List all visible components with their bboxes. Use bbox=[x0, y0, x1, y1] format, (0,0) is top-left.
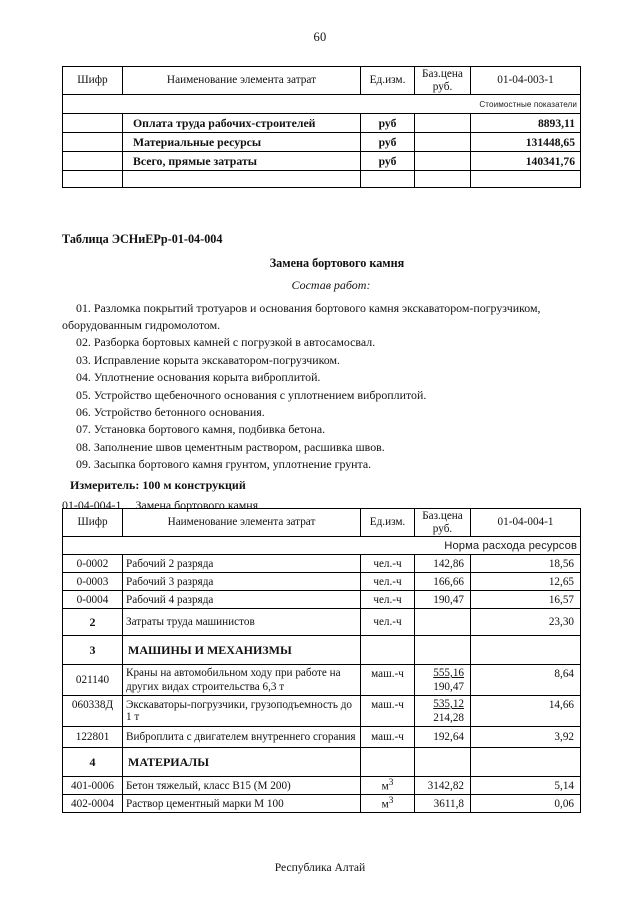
table-row bbox=[63, 591, 581, 609]
row-unit: чел.-ч bbox=[361, 609, 415, 636]
work-num: 09. bbox=[76, 457, 91, 472]
work-text: Исправление корыта экскаватором-погрузчиком. bbox=[93, 352, 341, 367]
header-code: 01-04-004-1 bbox=[471, 509, 581, 537]
header-shifr: Шифр bbox=[63, 67, 123, 95]
row-name: Рабочий 2 разряда bbox=[123, 555, 361, 573]
row-shifr: 0-0003 bbox=[63, 573, 123, 591]
row-base-main: 535,12 bbox=[433, 698, 464, 711]
row-value: 0,06 bbox=[471, 795, 581, 813]
row-value: 5,14 bbox=[471, 777, 581, 795]
row-value: 14,66 bbox=[471, 696, 581, 727]
header-base-price bbox=[415, 509, 471, 537]
table-row bbox=[63, 696, 581, 727]
izmeritel-label: Измеритель: 100 м конструкций bbox=[70, 478, 246, 493]
header-base-price-line1: Баз.цена bbox=[422, 68, 463, 80]
table-header-row bbox=[63, 67, 581, 95]
row-unit bbox=[361, 636, 415, 665]
row-base bbox=[415, 114, 471, 133]
norm-code: 01-04-004-1 bbox=[62, 498, 122, 513]
table-row bbox=[63, 573, 581, 591]
row-value: 140341,76 bbox=[471, 152, 581, 171]
row-value: 8893,11 bbox=[471, 114, 581, 133]
row-shifr: 021140 bbox=[63, 665, 123, 696]
work-num: 05. bbox=[76, 387, 91, 402]
row-value: 18,56 bbox=[471, 555, 581, 573]
band-label: Стоимостные показатели bbox=[63, 95, 581, 114]
list-item bbox=[62, 421, 582, 438]
row-base: 166,66 bbox=[415, 573, 471, 591]
table-row bbox=[63, 636, 581, 665]
work-text: Установка бортового камня, подбивка бетона. bbox=[93, 422, 326, 437]
work-num: 03. bbox=[76, 352, 91, 367]
list-item bbox=[62, 352, 582, 369]
table-row-blank bbox=[63, 171, 581, 188]
row-value: 3,92 bbox=[471, 727, 581, 748]
page-number: 60 bbox=[313, 30, 327, 44]
list-item bbox=[62, 404, 582, 421]
row-shifr: 122801 bbox=[63, 727, 123, 748]
row-base bbox=[415, 152, 471, 171]
table-row bbox=[63, 727, 581, 748]
work-num: 08. bbox=[76, 439, 91, 454]
row-value: 131448,65 bbox=[471, 133, 581, 152]
header-name: Наименование элемента затрат bbox=[123, 67, 361, 95]
row-unit: чел.-ч bbox=[361, 591, 415, 609]
band-row bbox=[63, 95, 581, 114]
header-base-price-line2: руб. bbox=[432, 80, 453, 93]
row-base bbox=[415, 133, 471, 152]
table-row bbox=[63, 114, 581, 133]
row-base-secondary: 214,28 bbox=[433, 712, 464, 725]
work-text-cont: оборудованным гидромолотом. bbox=[62, 317, 221, 332]
unit-m-exponent: 3 bbox=[388, 778, 394, 789]
row-unit: руб bbox=[361, 114, 415, 133]
band-row bbox=[63, 537, 581, 555]
row-unit: маш.-ч bbox=[361, 696, 415, 727]
list-item bbox=[62, 300, 582, 334]
row-base bbox=[415, 636, 471, 665]
row-base bbox=[415, 748, 471, 777]
table-header-row bbox=[63, 509, 581, 537]
norm-code-name: Замена бортового камня bbox=[135, 498, 259, 513]
row-shifr bbox=[63, 152, 123, 171]
row-shifr: 0-0002 bbox=[63, 555, 123, 573]
work-title: Замена бортового камня bbox=[269, 256, 405, 270]
blank-cell bbox=[63, 171, 123, 188]
work-num: 02. bbox=[76, 335, 91, 350]
row-shifr: 4 bbox=[63, 748, 123, 777]
row-base bbox=[415, 609, 471, 636]
work-num: 07. bbox=[76, 422, 91, 437]
blank-cell bbox=[415, 171, 471, 188]
row-name: МАШИНЫ И МЕХАНИЗМЫ bbox=[123, 636, 361, 665]
header-unit: Ед.изм. bbox=[361, 509, 415, 537]
table-row bbox=[63, 777, 581, 795]
row-shifr bbox=[63, 114, 123, 133]
row-value: 12,65 bbox=[471, 573, 581, 591]
row-base-main: 555,16 bbox=[433, 667, 464, 680]
work-text: Устройство бетонного основания. bbox=[93, 404, 265, 419]
resource-norms-table bbox=[62, 508, 581, 813]
header-name: Наименование элемента затрат bbox=[123, 509, 361, 537]
list-item bbox=[62, 456, 582, 473]
table-row bbox=[63, 665, 581, 696]
row-unit bbox=[361, 748, 415, 777]
row-unit bbox=[361, 777, 415, 795]
table-row bbox=[63, 795, 581, 813]
row-base: 142,86 bbox=[415, 555, 471, 573]
row-name: МАТЕРИАЛЫ bbox=[123, 748, 361, 777]
work-num: 01. bbox=[76, 301, 91, 315]
table-row bbox=[63, 152, 581, 171]
list-item bbox=[62, 439, 582, 456]
row-shifr: 401-0006 bbox=[63, 777, 123, 795]
row-value bbox=[471, 748, 581, 777]
list-item bbox=[62, 369, 582, 386]
table-row bbox=[63, 609, 581, 636]
row-name: Бетон тяжелый, класс В15 (М 200) bbox=[123, 777, 361, 795]
row-shifr: 3 bbox=[63, 636, 123, 665]
row-base: 3611,8 bbox=[415, 795, 471, 813]
row-name: Рабочий 4 разряда bbox=[123, 591, 361, 609]
row-name: Рабочий 3 разряда bbox=[123, 573, 361, 591]
table-row bbox=[63, 748, 581, 777]
row-value bbox=[471, 636, 581, 665]
row-shifr: 0-0004 bbox=[63, 591, 123, 609]
header-base-price-line2: руб. bbox=[432, 522, 453, 535]
row-unit: чел.-ч bbox=[361, 573, 415, 591]
row-name: Экскаваторы-погрузчики, грузоподъемность до 1 т bbox=[123, 696, 361, 727]
work-text: Заполнение швов цементным раствором, расшивка швов. bbox=[93, 439, 385, 454]
blank-cell bbox=[471, 171, 581, 188]
work-num: 06. bbox=[76, 404, 91, 419]
row-value: 8,64 bbox=[471, 665, 581, 696]
row-name: Затраты труда машинистов bbox=[123, 609, 361, 636]
row-name: Раствор цементный марки М 100 bbox=[123, 795, 361, 813]
blank-cell bbox=[123, 171, 361, 188]
row-unit: маш.-ч bbox=[361, 727, 415, 748]
row-unit: руб bbox=[361, 152, 415, 171]
header-shifr: Шифр bbox=[63, 509, 123, 537]
row-base bbox=[415, 665, 471, 696]
header-base-price-line1: Баз.цена bbox=[422, 510, 463, 522]
row-unit bbox=[361, 795, 415, 813]
row-unit: руб bbox=[361, 133, 415, 152]
row-base: 192,64 bbox=[415, 727, 471, 748]
page-footer: Республика Алтай bbox=[274, 861, 366, 874]
unit-m-exponent: 3 bbox=[388, 796, 394, 807]
row-base: 190,47 bbox=[415, 591, 471, 609]
list-item bbox=[62, 387, 582, 404]
table-caption: Таблица ЭСНиЕРр-01-04-004 bbox=[62, 232, 223, 246]
row-base bbox=[415, 696, 471, 727]
row-value: 16,57 bbox=[471, 591, 581, 609]
work-text: Разборка бортовых камней с погрузкой в автосамосвал. bbox=[93, 335, 376, 350]
row-name: Краны на автомобильном ходу при работе на других видах строительства 6,3 т bbox=[123, 665, 361, 696]
work-text: Устройство щебеночного основания с уплотнением виброплитой. bbox=[93, 387, 427, 402]
row-name: Виброплита с двигателем внутреннего сгорания bbox=[123, 727, 361, 748]
unit-m-base: м bbox=[381, 798, 389, 811]
table-row bbox=[63, 133, 581, 152]
blank-cell bbox=[361, 171, 415, 188]
row-shifr: 060338Д bbox=[63, 696, 123, 727]
list-item bbox=[62, 334, 582, 351]
row-name: Материальные ресурсы bbox=[123, 133, 361, 152]
work-composition-block bbox=[62, 232, 582, 513]
row-unit: чел.-ч bbox=[361, 555, 415, 573]
band-label: Норма расхода ресурсов bbox=[63, 537, 581, 555]
cost-indicators-table bbox=[62, 66, 581, 188]
header-base-price bbox=[415, 67, 471, 95]
work-num: 04. bbox=[76, 370, 91, 385]
row-unit: маш.-ч bbox=[361, 665, 415, 696]
table-row bbox=[63, 555, 581, 573]
work-text: Засыпка бортового камня грунтом, уплотнение грунта. bbox=[93, 457, 372, 472]
row-name: Оплата труда рабочих-строителей bbox=[123, 114, 361, 133]
row-shifr: 2 bbox=[63, 609, 123, 636]
unit-m-base: м bbox=[381, 780, 389, 793]
row-shifr bbox=[63, 133, 123, 152]
works-list bbox=[62, 300, 582, 473]
row-base: 3142,82 bbox=[415, 777, 471, 795]
row-shifr: 402-0004 bbox=[63, 795, 123, 813]
header-code: 01-04-003-1 bbox=[471, 67, 581, 95]
row-name: Всего, прямые затраты bbox=[123, 152, 361, 171]
row-base-secondary: 190,47 bbox=[433, 681, 464, 694]
row-value: 23,30 bbox=[471, 609, 581, 636]
sostav-label: Состав работ: bbox=[291, 278, 371, 292]
work-text: Разломка покрытий тротуаров и основания бортового камня экскаватором-погрузчиком, bbox=[93, 301, 541, 315]
header-unit: Ед.изм. bbox=[361, 67, 415, 95]
work-text: Уплотнение основания корыта виброплитой. bbox=[93, 370, 321, 385]
